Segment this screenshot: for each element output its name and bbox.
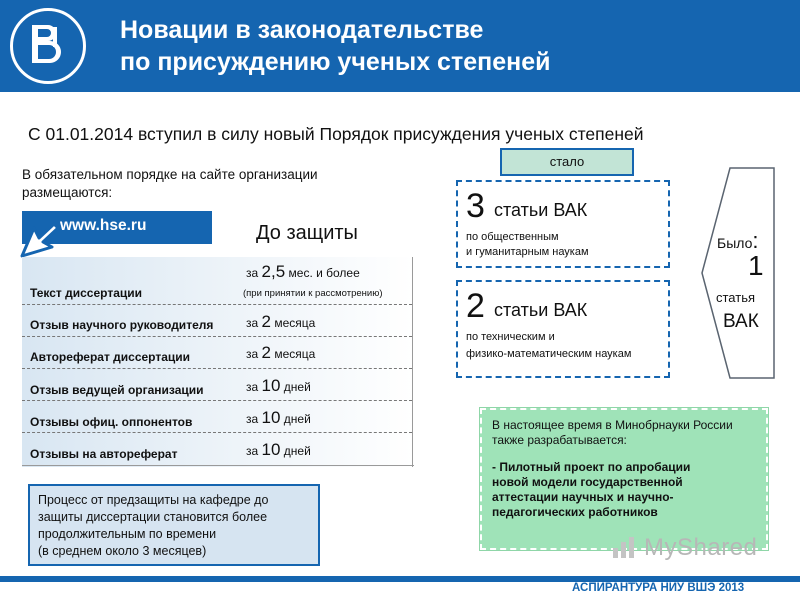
vak-desc: по техническим и — [466, 331, 555, 343]
table-right-border — [412, 257, 413, 467]
document-term: за 2,5 мес. и более — [246, 262, 360, 281]
ministry-project: - Пилотный проект по апробации новой модели государственной аттестации научных и научно- педагогических работников — [492, 460, 691, 519]
vak-count: 2 — [466, 287, 485, 325]
process-line: защиты диссертации становится более — [38, 510, 268, 524]
process-line: (в среднем около 3 месяцев) — [38, 544, 207, 558]
row-divider — [22, 400, 412, 401]
document-term: за 10 дней — [246, 376, 311, 395]
vak-count: 3 — [466, 187, 485, 225]
vak-title: статьи ВАК — [494, 200, 588, 220]
row-divider — [22, 336, 412, 337]
vak-desc: по общественным — [466, 231, 559, 243]
was-label: Было: — [717, 228, 759, 253]
process-line: продолжительным по времени — [38, 527, 217, 541]
was-vak: ВАК — [723, 311, 759, 332]
document-term: за 10 дней — [246, 440, 311, 459]
page-title — [120, 14, 550, 78]
cursor-arrow-icon — [18, 218, 60, 260]
vak-now-humanities — [456, 180, 670, 268]
obligatory-text — [22, 166, 372, 202]
obligatory-line-1: В обязательном порядке на сайте организации — [22, 167, 318, 182]
document-term: за 10 дней — [246, 408, 311, 427]
title-line-1: Новации в законодательстве — [120, 16, 484, 44]
document-name: Отзыв научного руководителя — [30, 318, 214, 332]
obligatory-line-2: размещаются: — [22, 185, 113, 200]
process-line: Процесс от предзащиты на кафедре до — [38, 493, 269, 507]
was-unit: статья — [716, 290, 756, 305]
document-name: Отзывы на автореферат — [30, 447, 178, 461]
row-divider — [22, 432, 412, 433]
watermark-chart-icon — [610, 532, 640, 562]
vak-desc: и гуманитарным наукам — [466, 246, 589, 258]
intro-text: С 01.01.2014 вступил в силу новый Порядок присуждения ученых степеней — [28, 124, 644, 144]
was-arrow-shape — [700, 166, 776, 380]
title-line-2: по присуждению ученых степеней — [120, 48, 551, 76]
footer-text: АСПИРАНТУРА НИУ ВШЭ 2013 — [572, 582, 745, 594]
vak-now-technical — [456, 280, 670, 378]
thesis-note: (при принятии к рассмотрению) — [243, 288, 383, 299]
hse-logo-icon — [10, 8, 86, 84]
ministry-intro: В настоящее время в Минобрнауки России также разрабатывается: — [492, 418, 733, 447]
table-bottom-border — [22, 465, 414, 466]
was-count: 1 — [748, 250, 764, 281]
vak-desc: физико-математическим наукам — [466, 348, 632, 360]
document-name: Текст диссертации — [30, 286, 143, 300]
vak-title: статьи ВАК — [494, 300, 588, 320]
site-link[interactable]: www.hse.ru — [60, 217, 147, 234]
document-name: Автореферат диссертации — [30, 350, 191, 364]
document-name: Отзывы офиц. оппонентов — [30, 415, 193, 429]
became-label: стало — [500, 148, 634, 176]
before-defense-heading: До защиты — [256, 222, 358, 244]
watermark-text: MyShared — [644, 534, 758, 561]
row-divider — [22, 304, 412, 305]
process-note — [28, 484, 320, 566]
document-term: за 2 месяца — [246, 312, 316, 331]
ministry-note — [480, 408, 768, 550]
document-term: за 2 месяца — [246, 343, 316, 362]
document-name: Отзыв ведущей организации — [30, 383, 204, 397]
row-divider — [22, 368, 412, 369]
